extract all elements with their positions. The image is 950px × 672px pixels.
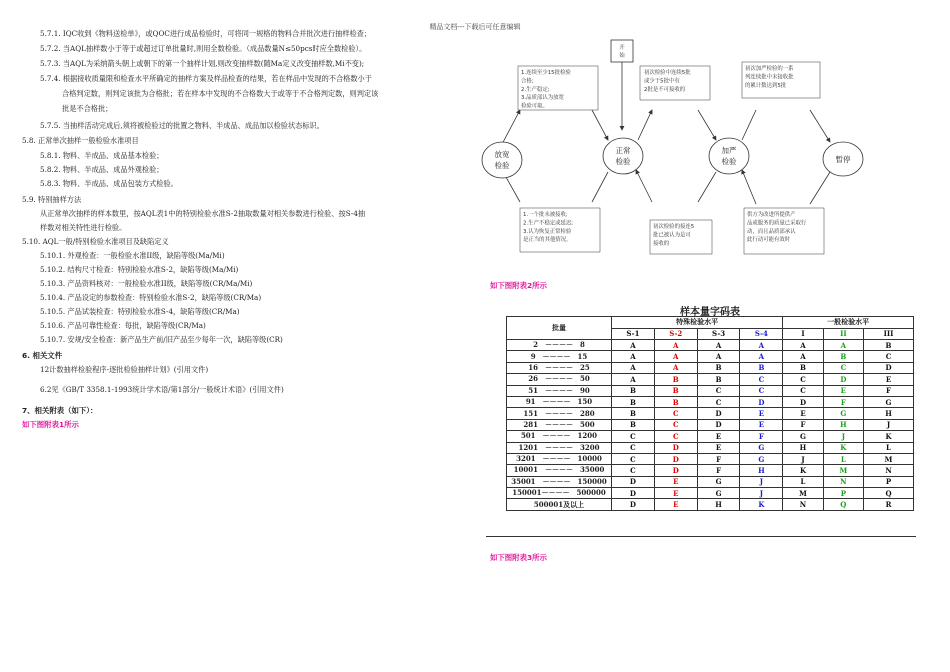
table-row: [507, 419, 914, 430]
code-letter-cell: K: [783, 465, 823, 476]
code-letter-cell: B: [612, 408, 655, 419]
divider-line: [486, 536, 916, 537]
code-letter-cell: G: [823, 408, 863, 419]
section-5-line: 5.8.2. 物料、半成品、成品外观检验；: [40, 165, 164, 174]
code-letter-cell: E: [783, 408, 823, 419]
code-letter-cell: C: [654, 419, 697, 430]
code-letter-cell: A: [612, 362, 655, 373]
code-letter-cell: F: [823, 396, 863, 407]
section-5-line: 5.10.1. 外观检查：一般检验水准II级，缺陷等级(Ma/Mi): [40, 251, 225, 260]
page-header-note: 精品文档---下载后可任意编辑: [429, 23, 521, 31]
table-row: [507, 396, 914, 407]
code-letter-cell: A: [783, 340, 823, 351]
code-letter-cell: E: [654, 499, 697, 510]
start-label: 开始: [619, 45, 625, 59]
code-letter-cell: E: [823, 385, 863, 396]
flow-condition-text: 2.生产不稳定或延迟;: [523, 220, 574, 227]
flow-condition-text: 合格;: [521, 78, 534, 85]
code-letter-cell: B: [654, 396, 697, 407]
code-letter-cell: H: [697, 499, 740, 510]
code-letter-cell: A: [612, 351, 655, 362]
flow-condition-text: 1.一个批未被接收;: [523, 212, 568, 218]
table-row: [507, 362, 914, 373]
section-6-item-1: 12计数抽样检验程序-逐批检验抽样计划》(引用文件): [40, 365, 209, 374]
code-letter-cell: F: [864, 385, 914, 396]
section-5-line: 从正常单次抽样的样本数里，按AQL表1中的特别检验水准S-2抽取数量对相关参数进行检验、按S-4抽: [40, 209, 366, 218]
code-letter-cell: F: [740, 431, 783, 442]
code-letter-cell: M: [823, 465, 863, 476]
code-letter-cell: M: [864, 453, 914, 464]
batch-range-cell: 281 －－－－ 500: [507, 419, 612, 430]
code-letter-cell: E: [697, 431, 740, 442]
code-letter-cell: B: [654, 374, 697, 385]
flow-condition-text: 2.生产稳定;: [521, 86, 550, 93]
code-letter-cell: J: [864, 419, 914, 430]
table-title: 样本量字码表: [680, 307, 740, 318]
sub-header-s-2: S-2: [654, 328, 697, 340]
code-letter-cell: D: [654, 442, 697, 453]
table-row: [507, 453, 914, 464]
group-header-special: 特殊检验水平: [612, 317, 783, 329]
code-letter-cell: C: [654, 408, 697, 419]
table-row: [507, 488, 914, 499]
code-letter-cell: C: [612, 453, 655, 464]
sub-header-s-4: S-4: [740, 328, 783, 340]
batch-range-cell: 2 －－－－ 8: [507, 340, 612, 351]
flow-condition-text: 是正当的其他情况。: [523, 237, 572, 244]
section-5-line: 5.10.6. 产品可靠性检查：每批，缺陷等级(CR/Ma): [40, 321, 206, 330]
code-letter-cell: G: [783, 431, 823, 442]
section-5-line: 5.10.4. 产品设定的参数检查：特别检验水准S-2，缺陷等级(CR/Ma): [40, 293, 262, 302]
code-letter-cell: M: [783, 488, 823, 499]
section-5-line: 5.8.3. 物料、半成品、成品包装方式检验。: [40, 179, 178, 188]
code-letter-cell: C: [697, 385, 740, 396]
code-letter-cell: J: [740, 476, 783, 487]
section-5-line: 5.7.2. 当AQL抽样数小于等于或超过订单批量时,则用全数检验。（成品数量N≤50pcs时应全数检验）。: [40, 44, 367, 53]
batch-range-cell: 501 －－－－ 1200: [507, 431, 612, 442]
code-letter-cell: E: [740, 408, 783, 419]
sub-header-iii: III: [864, 328, 914, 340]
code-letter-cell: N: [783, 499, 823, 510]
sample-size-code-table: [506, 316, 914, 511]
code-letter-cell: A: [654, 351, 697, 362]
code-letter-cell: B: [783, 362, 823, 373]
table-row: [507, 351, 914, 362]
code-letter-cell: K: [823, 442, 863, 453]
code-letter-cell: F: [697, 453, 740, 464]
code-letter-cell: D: [864, 362, 914, 373]
code-letter-cell: A: [654, 340, 697, 351]
section-5-line: 样数对相关特性进行检验。: [40, 223, 127, 232]
code-letter-cell: C: [654, 431, 697, 442]
section-5-line: 5.10.5. 产品试装检查：特别检验水准S-4，缺陷等级(CR/Ma): [40, 307, 240, 316]
normal-inspection-label: 正常检验: [615, 146, 631, 166]
section-5-line: 5.7.4. 根据接收质量限和检查水平所确定的抽样方案及样品检查的结果，若在样品中发现的不合格数小于: [40, 74, 372, 83]
code-letter-cell: B: [612, 396, 655, 407]
code-letter-cell: H: [783, 442, 823, 453]
code-letter-cell: G: [697, 476, 740, 487]
code-letter-cell: D: [740, 396, 783, 407]
section-5-line: 5.7.3. 当AQL为采纳箭头朝上或朝下的第一个抽样计划,则改变抽样数(随Ma定义改变抽样数,Mi不变);: [40, 59, 365, 68]
tight-inspection-node: [709, 138, 749, 174]
code-letter-cell: H: [740, 465, 783, 476]
flow-condition-text: 3.品质部认为放宽: [521, 95, 564, 102]
section-5-line: 5.10.3. 产品资料核对：一般检验水准II级，缺陷等级(CR/Ma/Mi): [40, 279, 253, 288]
code-letter-cell: B: [654, 385, 697, 396]
batch-range-cell: 10001 －－－－ 35000: [507, 465, 612, 476]
code-letter-cell: A: [783, 351, 823, 362]
batch-range-cell: 3201 －－－－ 10000: [507, 453, 612, 464]
flow-condition-text: 3.认为恢复正常检验: [523, 228, 572, 235]
code-letter-cell: P: [823, 488, 863, 499]
code-letter-cell: C: [740, 374, 783, 385]
normal-inspection-node: [603, 138, 643, 174]
table-row: [507, 385, 914, 396]
col-header-batch: 批量: [507, 317, 612, 340]
code-letter-cell: C: [783, 385, 823, 396]
code-letter-cell: F: [783, 419, 823, 430]
flow-condition-text: 列连续批中未接收批: [745, 74, 794, 81]
table-row: [507, 408, 914, 419]
batch-range-cell: 16 －－－－ 25: [507, 362, 612, 373]
code-letter-cell: A: [740, 340, 783, 351]
flow-condition-text: 接收的: [653, 240, 670, 247]
batch-range-cell: 91 －－－－ 150: [507, 396, 612, 407]
code-letter-cell: E: [654, 476, 697, 487]
code-letter-cell: A: [823, 340, 863, 351]
flow-condition-text: 初次检验中连续5批: [644, 70, 691, 76]
code-letter-cell: A: [612, 340, 655, 351]
section-6-item-2: 6.2见《GB/T 3358.1-1993统计学术语/第1部分/一般统计术语》(引用文件): [40, 385, 284, 394]
code-letter-cell: D: [654, 465, 697, 476]
code-letter-cell: L: [823, 453, 863, 464]
flow-condition-text: 初次加严检验的一系: [745, 66, 794, 72]
flow-condition-text: 检验可取。: [521, 103, 548, 110]
code-letter-cell: D: [783, 396, 823, 407]
code-letter-cell: C: [783, 374, 823, 385]
code-letter-cell: B: [697, 374, 740, 385]
code-letter-cell: K: [740, 499, 783, 510]
loose-inspection-label: 放宽检验: [494, 150, 510, 170]
code-letter-cell: H: [864, 408, 914, 419]
code-letter-cell: N: [864, 465, 914, 476]
code-letter-cell: B: [864, 340, 914, 351]
code-letter-cell: B: [612, 419, 655, 430]
code-letter-cell: Q: [823, 499, 863, 510]
code-letter-cell: G: [740, 453, 783, 464]
code-letter-cell: E: [864, 374, 914, 385]
code-letter-cell: E: [740, 419, 783, 430]
batch-range-cell: 35001 －－－－ 150000: [507, 476, 612, 487]
code-letter-cell: C: [612, 465, 655, 476]
caption-table-2: 如下图附表2所示: [490, 281, 547, 290]
code-letter-cell: P: [864, 476, 914, 487]
code-letter-cell: D: [697, 419, 740, 430]
flow-condition-text: 或少于5批中有: [644, 78, 680, 85]
code-letter-cell: D: [612, 476, 655, 487]
code-letter-cell: K: [864, 431, 914, 442]
section-5-line: 5.8.1. 物料、半成品、成品基本检验；: [40, 151, 164, 160]
table-row: [507, 499, 914, 510]
code-letter-cell: J: [823, 431, 863, 442]
code-letter-cell: J: [783, 453, 823, 464]
code-letter-cell: D: [697, 408, 740, 419]
right-column: [470, 0, 940, 672]
flow-condition-text: 的累计数达到5批: [745, 82, 787, 89]
section-5-line: 批是不合格批；: [62, 104, 113, 113]
batch-range-cell: 500001及以上: [507, 499, 612, 510]
code-letter-cell: A: [612, 374, 655, 385]
batch-range-cell: 1201 －－－－ 3200: [507, 442, 612, 453]
section-7-title: 7、相关附表（如下）：: [22, 406, 98, 415]
sub-header-s-3: S-3: [697, 328, 740, 340]
code-letter-cell: B: [740, 362, 783, 373]
batch-range-cell: 151 －－－－ 280: [507, 408, 612, 419]
section-5-line: 5.8. 正常单次抽样一般检验水准项目: [22, 136, 139, 145]
flow-condition-text: 动，而且品质部承认: [747, 228, 796, 235]
flow-condition-text: 批已被认为是可: [653, 232, 691, 239]
code-letter-cell: A: [654, 362, 697, 373]
code-letter-cell: G: [697, 488, 740, 499]
table-row: [507, 465, 914, 476]
section-5-line: 5.10.7. 安规/安全检查：新产品生产前/旧产品至少每年一次，缺陷等级(CR): [40, 335, 283, 344]
table-row: [507, 476, 914, 487]
section-5-line: 5.7.1. IQC收到《物料送检单》，或QOC进行成品检验时，可将同一规格的物料合并批次进行抽样检查；: [40, 29, 372, 38]
flow-condition-text: 初次检验的接连5: [653, 224, 695, 230]
group-header-general: 一般检验水平: [783, 317, 914, 329]
code-letter-cell: C: [697, 396, 740, 407]
sub-header-s-1: S-1: [612, 328, 655, 340]
code-letter-cell: A: [697, 340, 740, 351]
loose-inspection-node: [482, 142, 522, 178]
batch-range-cell: 26 －－－－ 50: [507, 374, 612, 385]
sub-header-ii: II: [823, 328, 863, 340]
code-letter-cell: N: [823, 476, 863, 487]
section-5-line: 5.9. 特别抽样方法: [22, 195, 82, 204]
code-letter-cell: J: [740, 488, 783, 499]
code-letter-cell: C: [864, 351, 914, 362]
batch-range-cell: 51 －－－－ 90: [507, 385, 612, 396]
flow-condition-text: 此行动可能有效时: [747, 237, 791, 244]
code-letter-cell: D: [612, 499, 655, 510]
code-letter-cell: C: [740, 385, 783, 396]
section-5-line: 5.10.2. 结构尺寸检查：特别检验水准S-2，缺陷等级(Ma/Mi): [40, 265, 239, 274]
code-letter-cell: A: [740, 351, 783, 362]
code-letter-cell: C: [823, 362, 863, 373]
table-row: [507, 431, 914, 442]
code-letter-cell: R: [864, 499, 914, 510]
batch-range-cell: 9 －－－－ 15: [507, 351, 612, 362]
code-letter-cell: C: [612, 431, 655, 442]
code-letter-cell: E: [697, 442, 740, 453]
code-letter-cell: G: [864, 396, 914, 407]
code-letter-cell: L: [783, 476, 823, 487]
section-5-line: 合格判定数，则判定该批为合格批；若在样本中发现的不合格数大于或等于不合格判定数，则判定该: [62, 89, 379, 98]
code-letter-cell: B: [697, 362, 740, 373]
code-letter-cell: E: [654, 488, 697, 499]
section-5-line: 5.10. AQL一般/特别检验水准项目及缺陷定义: [22, 237, 169, 246]
code-letter-cell: B: [823, 351, 863, 362]
code-letter-cell: Q: [864, 488, 914, 499]
stop-label: 暂停: [835, 155, 851, 164]
flow-condition-text: 供方为改进所提供产: [747, 212, 796, 218]
caption-table-1: 如下图附表1所示: [22, 420, 79, 429]
code-letter-cell: D: [612, 488, 655, 499]
flow-condition-text: 品或服务的质量已采取行: [747, 220, 807, 227]
code-letter-cell: B: [612, 385, 655, 396]
section-5-line: 5.7.5. 当抽样活动完成后,须将被检验过的批置之物料、半成品、成品加以检验状态标识。: [40, 121, 324, 130]
code-letter-cell: A: [697, 351, 740, 362]
batch-range-cell: 150001－－－－ 500000: [507, 488, 612, 499]
table-row: [507, 340, 914, 351]
section-6-title: 6. 相关文件: [22, 351, 63, 360]
code-letter-cell: D: [823, 374, 863, 385]
code-letter-cell: C: [612, 442, 655, 453]
flow-condition-text: 2批是不可接收的: [644, 86, 686, 93]
code-letter-cell: H: [823, 419, 863, 430]
code-letter-cell: F: [697, 465, 740, 476]
code-letter-cell: G: [740, 442, 783, 453]
table-row: [507, 442, 914, 453]
code-letter-cell: D: [654, 453, 697, 464]
sub-header-i: I: [783, 328, 823, 340]
tight-inspection-label: 加严检验: [721, 146, 737, 166]
table-row: [507, 374, 914, 385]
inspection-switch-flowchart: [480, 36, 920, 266]
flow-condition-text: 1.连续至少15批检验: [521, 70, 571, 76]
caption-table-3: 如下图附表3所示: [490, 553, 547, 562]
code-letter-cell: L: [864, 442, 914, 453]
